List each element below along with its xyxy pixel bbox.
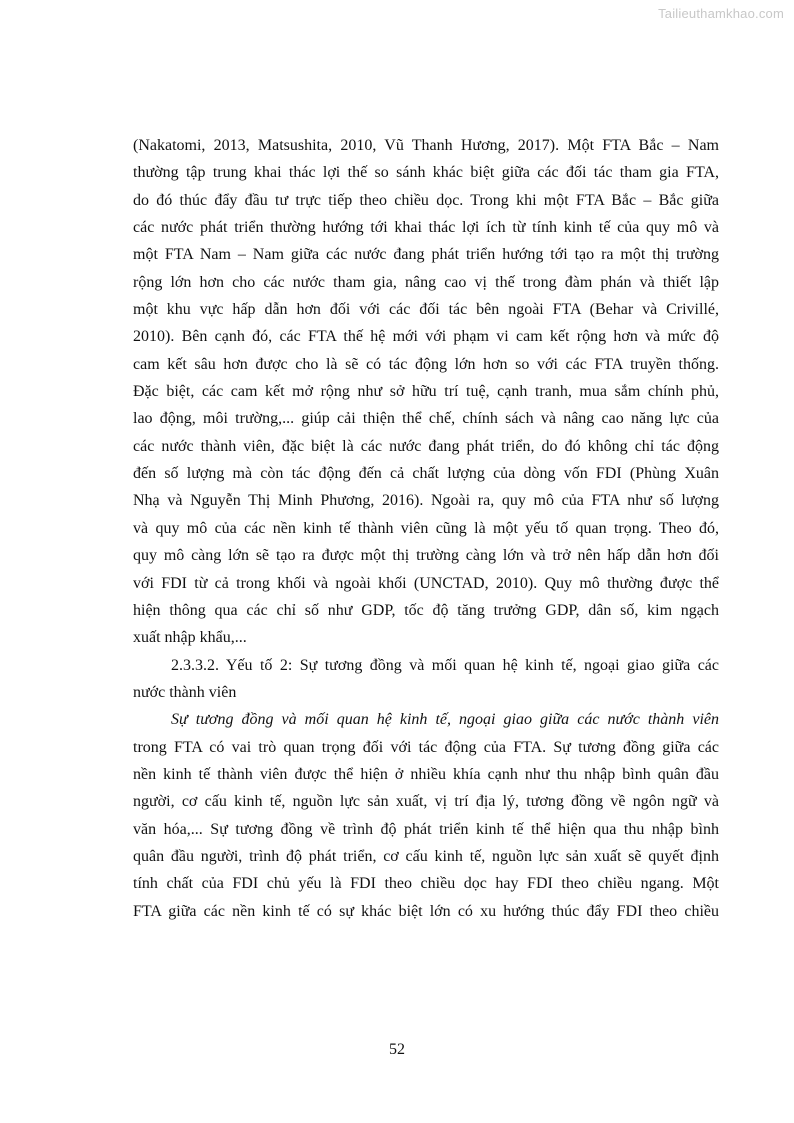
- text-line: nền kinh tế thành viên được thể hiện ở nhiều khía cạnh như thu nhập bình quân đầu: [133, 765, 719, 783]
- text-line: Đặc biệt, các cam kết mở rộng như sở hữu trí tuệ, cạnh tranh, mua sắm chính phủ,: [133, 383, 719, 401]
- text-line: thường tập trung khai thác lợi thế so sánh khác biệt giữa các đối tác tham gia FTA,: [133, 164, 719, 182]
- watermark-text: Tailieuthamkhao.com: [658, 6, 784, 21]
- text-line: người, cơ cấu kinh tế, nguồn lực sản xuất, vị trí địa lý, tương đồng về ngôn ngữ và: [133, 793, 719, 811]
- text-line: (Nakatomi, 2013, Matsushita, 2010, Vũ Thanh Hương, 2017). Một FTA Bắc – Nam: [133, 137, 719, 154]
- text-line: FTA giữa các nền kinh tế có sự khác biệt lớn có xu hướng thúc đẩy FDI theo chiều: [133, 902, 719, 920]
- text-line: đến số lượng mà còn tác động đến cả chất lượng của dòng vốn FDI (Phùng Xuân: [133, 465, 719, 483]
- text-line: với FDI từ cả trong khối và ngoài khối (UNCTAD, 2010). Quy mô thường được thể: [133, 574, 719, 592]
- text-line: lao động, môi trường,... giúp cải thiện thể chế, chính sách và nâng cao năng lực của: [133, 410, 719, 428]
- text-line: văn hóa,... Sự tương đồng về trình độ phát triển kinh tế thể hiện qua thu nhập bình: [133, 820, 719, 838]
- page-number: 52: [389, 1041, 405, 1058]
- text-line: quân đầu người, trình độ phát triển, cơ cấu kinh tế, nguồn lực sản xuất sẽ quyết định: [133, 847, 719, 865]
- text-line: cam kết sâu hơn được cho là sẽ có tác động lớn hơn so với các FTA truyền thống.: [133, 355, 719, 373]
- section-heading-line: 2.3.3.2. Yếu tố 2: Sự tương đồng và mối quan hệ kinh tế, ngoại giao giữa các: [171, 656, 719, 674]
- text-line: Nhạ và Nguyễn Thị Minh Phương, 2016). Ngoài ra, quy mô của FTA như số lượng: [133, 492, 719, 510]
- document-body: [133, 132, 719, 925]
- text-line: một khu vực hấp dẫn hơn đối với các đối tác bên ngoài FTA (Behar và Crivillé,: [133, 301, 719, 319]
- text-line: rộng lớn hơn cho các nước tham gia, nâng cao vị thế trong đàm phán và thiết lập: [133, 273, 719, 291]
- text-line: tính chất của FDI chủ yếu là FDI theo chiều dọc hay FDI theo chiều ngang. Một: [133, 875, 719, 893]
- text-line: một FTA Nam – Nam giữa các nước đang phát triển hướng tới tạo ra một thị trường: [133, 246, 719, 264]
- text-line: hiện thông qua các chỉ số như GDP, tốc độ tăng trưởng GDP, dân số, kim ngạch: [133, 601, 719, 619]
- text-line: các nước thành viên, đặc biệt là các nước đang phát triển, do đó không chỉ tác động: [133, 437, 719, 455]
- text-line: xuất nhập khẩu,...: [133, 629, 247, 647]
- text-line: 2010). Bên cạnh đó, các FTA thế hệ mới với phạm vi cam kết rộng hơn và mức độ: [133, 328, 719, 346]
- text-line: các nước phát triển thường hướng tới khai thác lợi ích từ tính kinh tế của quy mô và: [133, 219, 719, 237]
- section-heading-line: nước thành viên: [133, 683, 237, 701]
- text-line: quy mô càng lớn sẽ tạo ra được một thị trường càng lớn và trở nên hấp dẫn hơn đối: [133, 547, 719, 565]
- text-line: do đó thúc đẩy đầu tư trực tiếp theo chiều dọc. Trong khi một FTA Bắc – Bắc giữa: [133, 191, 719, 209]
- text-line: trong FTA có vai trò quan trọng đối với tác động của FTA. Sự tương đồng giữa các: [133, 738, 719, 756]
- italic-lead-line: Sự tương đồng và mối quan hệ kinh tế, ngoại giao giữa các nước thành viên: [171, 711, 719, 729]
- text-line: và quy mô của các nền kinh tế thành viên cũng là một yếu tố quan trọng. Theo đó,: [133, 519, 719, 537]
